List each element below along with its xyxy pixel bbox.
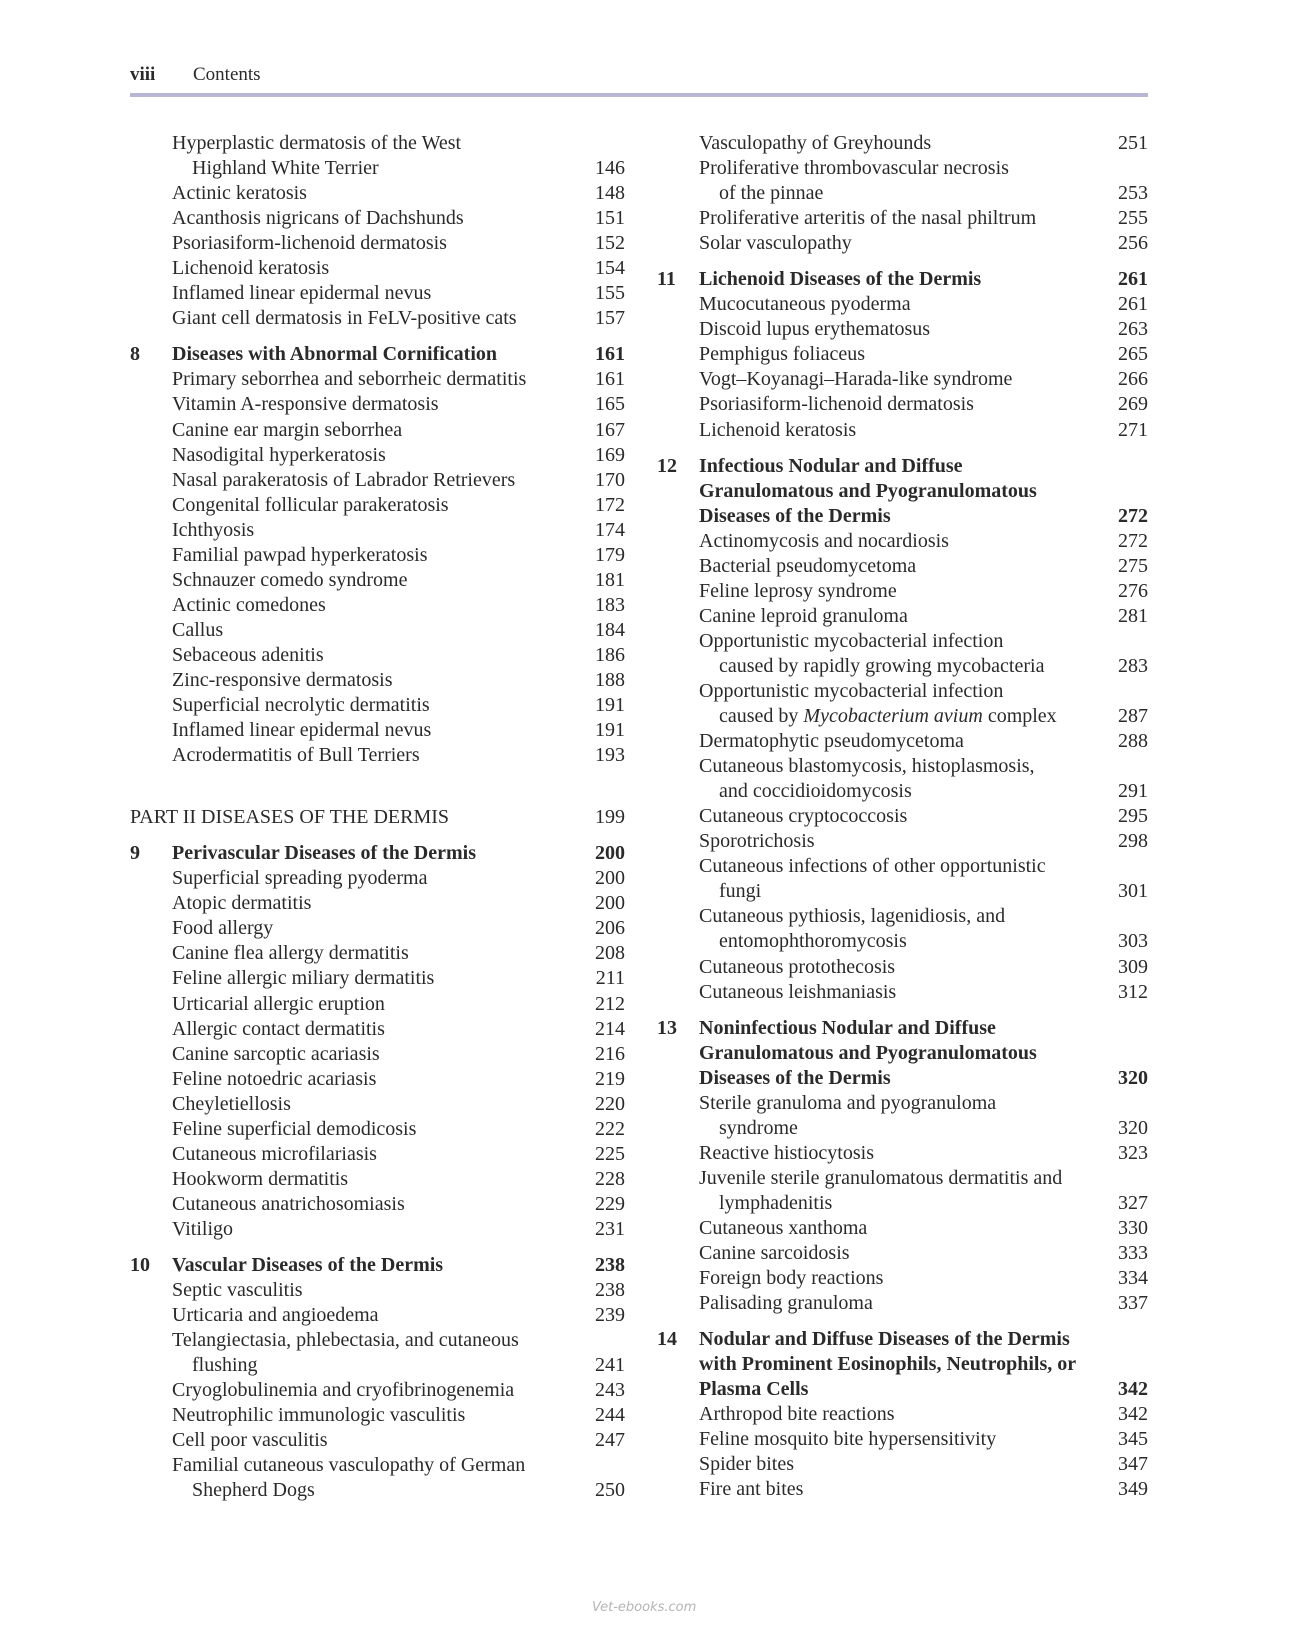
toc-entry <box>130 1167 625 1192</box>
entry-title-line: Canine sarcoptic acariasis <box>172 1042 380 1065</box>
entry-title-line: Granulomatous and Pyogranulomatous <box>699 1041 1037 1064</box>
entry-title-line: Superficial spreading pyoderma <box>172 867 428 890</box>
toc-entry <box>657 1452 1148 1477</box>
toc-chapter <box>130 342 625 367</box>
entry-title-line: Noninfectious Nodular and Diffuse <box>699 1016 996 1039</box>
entry-title-line: Schnauzer comedo syndrome <box>172 568 408 591</box>
page-ref: 283 <box>1118 654 1148 677</box>
toc-entry <box>130 1328 625 1378</box>
species-name: Mycobacterium avium <box>803 705 983 728</box>
page-ref: 231 <box>595 1217 625 1240</box>
entry-title-line: Juvenile sterile granulomatous dermatitis and <box>699 1166 1063 1189</box>
entry-title-line: Proliferative thrombovascular necrosis <box>699 157 1009 180</box>
entry-title-line: Vascular Diseases of the Dermis <box>172 1253 444 1276</box>
page-ref: 327 <box>1118 1191 1148 1214</box>
entry-title-line: Neutrophilic immunologic vasculitis <box>172 1404 466 1427</box>
entry-title-line: Vitiligo <box>172 1217 234 1240</box>
page-ref: 165 <box>595 393 625 416</box>
toc-entry <box>657 131 1148 156</box>
entry-title-line: Atopic dermatitis <box>172 892 312 915</box>
entry-title-line: and coccidioidomycosis <box>719 780 912 803</box>
page-ref: 337 <box>1118 1292 1148 1315</box>
entry-title-line: flushing <box>192 1354 258 1377</box>
page-ref: 301 <box>1118 880 1148 903</box>
entry-title-line: with Prominent Eosinophils, Neutrophils, or <box>699 1353 1077 1376</box>
page-ref: 155 <box>595 282 625 305</box>
toc-entry <box>657 392 1148 417</box>
chapter-number: 9 <box>130 842 140 865</box>
entry-title-line: Bacterial pseudomycetoma <box>699 554 917 577</box>
toc-column-left <box>130 131 625 1503</box>
page-ref: 179 <box>595 543 625 566</box>
page-ref: 238 <box>595 1279 625 1302</box>
toc-entry <box>657 955 1148 980</box>
toc-entry <box>657 1166 1148 1216</box>
page-ref: 161 <box>595 343 625 366</box>
toc-entry <box>130 418 625 443</box>
entry-title-line: Canine ear margin seborrhea <box>172 418 403 441</box>
entry-title-line: Vogt–Koyanagi–Harada-like syndrome <box>699 368 1013 391</box>
page-ref: 347 <box>1118 1453 1148 1476</box>
entry-title-line: Urticaria and angioedema <box>172 1304 379 1327</box>
entry-title-line: Primary seborrhea and seborrheic dermatitis <box>172 368 527 391</box>
page-ref: 312 <box>1118 980 1148 1003</box>
page-ref: 157 <box>595 307 625 330</box>
entry-title-line: Plasma Cells <box>699 1378 809 1401</box>
toc-entry <box>657 231 1148 256</box>
toc-entry <box>130 568 625 593</box>
chapter-number: 13 <box>657 1016 677 1039</box>
toc-entry <box>657 529 1148 554</box>
toc-entry <box>130 643 625 668</box>
page-ref: 320 <box>1118 1066 1148 1089</box>
toc-entry <box>130 306 625 331</box>
entry-title-line: caused by rapidly growing mycobacteria <box>719 654 1045 677</box>
page-ref: 199 <box>595 806 625 829</box>
page-ref: 256 <box>1118 232 1148 255</box>
entry-title-line: Nodular and Diffuse Diseases of the Dermis <box>699 1328 1070 1351</box>
entry-title-line: syndrome <box>719 1116 798 1139</box>
page-ref: 298 <box>1118 830 1148 853</box>
entry-title-line: Diseases of the Dermis <box>699 1066 891 1089</box>
entry-title-line: Superficial necrolytic dermatitis <box>172 694 430 717</box>
page-ref: 244 <box>595 1404 625 1427</box>
entry-title-line: Nasal parakeratosis of Labrador Retrievers <box>172 468 516 491</box>
toc-entry <box>657 1241 1148 1266</box>
entry-title-line: Sebaceous adenitis <box>172 643 324 666</box>
toc-entry <box>130 593 625 618</box>
toc-entry <box>657 980 1148 1005</box>
toc-chapter <box>130 841 625 866</box>
toc-part-heading <box>130 805 625 830</box>
toc-entry <box>130 992 625 1017</box>
header-rule <box>130 93 1148 97</box>
toc-entry <box>657 1477 1148 1502</box>
entry-title-line: Cutaneous blastomycosis, histoplasmosis, <box>699 755 1035 778</box>
page-ref: 253 <box>1118 182 1148 205</box>
entry-title-line: Feline notoedric acariasis <box>172 1067 377 1090</box>
chapter-number: 8 <box>130 343 140 366</box>
page-ref: 247 <box>595 1429 625 1452</box>
toc-entry <box>130 1017 625 1042</box>
toc-entry <box>657 579 1148 604</box>
toc-entry <box>657 729 1148 754</box>
entry-title-line: Food allergy <box>172 917 274 940</box>
entry-title-line: Granulomatous and Pyogranulomatous <box>699 479 1037 502</box>
page-ref: 345 <box>1118 1428 1148 1451</box>
toc-entry <box>130 493 625 518</box>
page-ref: 349 <box>1118 1478 1148 1501</box>
entry-title-line: Acrodermatitis of Bull Terriers <box>172 744 420 767</box>
entry-title-line: Solar vasculopathy <box>699 232 852 255</box>
entry-title-line: Inflamed linear epidermal nevus <box>172 282 432 305</box>
toc-entry <box>657 904 1148 954</box>
entry-title-line: Feline superficial demodicosis <box>172 1117 417 1140</box>
toc-entry <box>130 1217 625 1242</box>
toc-entry <box>130 891 625 916</box>
entry-title-line: Canine sarcoidosis <box>699 1242 850 1265</box>
entry-title-line: Actinic keratosis <box>172 182 307 205</box>
page-ref: 167 <box>595 418 625 441</box>
entry-title-line: Familial pawpad hyperkeratosis <box>172 543 428 566</box>
entry-title-line: Fire ant bites <box>699 1478 804 1501</box>
toc-entry <box>657 1216 1148 1241</box>
entry-title-line: Palisading granuloma <box>699 1292 873 1315</box>
toc-entry <box>657 804 1148 829</box>
toc-entry <box>130 206 625 231</box>
toc-entry <box>130 866 625 891</box>
toc-entry <box>130 743 625 768</box>
page-ref: 151 <box>595 207 625 230</box>
entry-title-line: Feline leprosy syndrome <box>699 579 897 602</box>
toc-chapter <box>657 454 1148 529</box>
entry-title-line: Lichenoid keratosis <box>699 418 857 441</box>
page-ref: 191 <box>595 719 625 742</box>
page-ref: 295 <box>1118 805 1148 828</box>
toc-entry <box>130 1142 625 1167</box>
toc-entry <box>130 941 625 966</box>
page-ref: 228 <box>595 1167 625 1190</box>
running-head <box>130 64 261 86</box>
page-ref: 272 <box>1118 504 1148 527</box>
toc-entry <box>130 1403 625 1428</box>
entry-title-line: Urticarial allergic eruption <box>172 992 385 1015</box>
entry-title-line: Inflamed linear epidermal nevus <box>172 719 432 742</box>
entry-title-line: Cutaneous infections of other opportunistic <box>699 855 1046 878</box>
toc-entry <box>130 468 625 493</box>
entry-title-line: Actinic comedones <box>172 593 326 616</box>
entry-title-line: Shepherd Dogs <box>192 1479 315 1502</box>
toc-entry <box>657 554 1148 579</box>
page-ref: 271 <box>1118 418 1148 441</box>
page-ref: 243 <box>595 1379 625 1402</box>
page-ref: 239 <box>595 1304 625 1327</box>
entry-title-line: Mucocutaneous pyoderma <box>699 293 911 316</box>
toc-entry <box>130 1378 625 1403</box>
chapter-number: 10 <box>130 1253 150 1276</box>
entry-title-line: Ichthyosis <box>172 518 255 541</box>
page-ref: 212 <box>595 992 625 1015</box>
page-ref: 334 <box>1118 1267 1148 1290</box>
toc-entry <box>657 629 1148 679</box>
entry-title-line: caused by Mycobacterium avium complex <box>719 705 1057 728</box>
page-ref: 152 <box>595 232 625 255</box>
page-ref: 200 <box>595 867 625 890</box>
toc-entry <box>130 1453 625 1503</box>
toc-entry <box>130 1192 625 1217</box>
toc-entry <box>657 1427 1148 1452</box>
chapter-number: 12 <box>657 454 677 477</box>
entry-title-line: Pemphigus foliaceus <box>699 343 866 366</box>
entry-title-line: Proliferative arteritis of the nasal philtrum <box>699 207 1037 230</box>
page-ref: 208 <box>595 942 625 965</box>
toc-entry <box>130 392 625 417</box>
entry-title-line: Acanthosis nigricans of Dachshunds <box>172 207 464 230</box>
entry-title-line: Feline allergic miliary dermatitis <box>172 967 435 990</box>
toc-entry <box>130 916 625 941</box>
page-ref: 276 <box>1118 579 1148 602</box>
page-ref: 323 <box>1118 1141 1148 1164</box>
page-ref: 269 <box>1118 393 1148 416</box>
toc-entry <box>130 281 625 306</box>
page-ref: 186 <box>595 643 625 666</box>
page-ref: 272 <box>1118 529 1148 552</box>
toc-chapter <box>657 1016 1148 1091</box>
page-ref: 148 <box>595 182 625 205</box>
page-ref: 216 <box>595 1042 625 1065</box>
entry-title-line: Vasculopathy of Greyhounds <box>699 132 932 154</box>
page-ref: 250 <box>595 1479 625 1502</box>
toc-entry <box>657 342 1148 367</box>
page-ref: 188 <box>595 668 625 691</box>
page-ref: 229 <box>595 1192 625 1215</box>
page-ref: 172 <box>595 493 625 516</box>
entry-title-line: Cutaneous protothecosis <box>699 955 896 978</box>
page-number: viii <box>130 64 156 85</box>
toc-entry <box>657 1091 1148 1141</box>
page-ref: 211 <box>595 967 625 990</box>
toc-entry <box>130 1278 625 1303</box>
entry-title-line: Telangiectasia, phlebectasia, and cutaneous <box>172 1329 519 1352</box>
entry-title-line: Sporotrichosis <box>699 830 815 853</box>
page-ref: 281 <box>1118 604 1148 627</box>
toc-entry <box>130 256 625 281</box>
page-ref: 146 <box>595 157 625 180</box>
entry-title-line: Lichenoid keratosis <box>172 257 330 280</box>
toc-entry <box>130 181 625 206</box>
toc-entry <box>657 679 1148 729</box>
entry-title-line: Cutaneous leishmaniasis <box>699 980 897 1003</box>
entry-title-line: PART II DISEASES OF THE DERMIS <box>130 806 450 829</box>
page-ref: 261 <box>1118 268 1148 291</box>
toc-entry <box>657 829 1148 854</box>
entry-title-line: Cryoglobulinemia and cryofibrinogenemia <box>172 1379 515 1402</box>
entry-title-line: Canine flea allergy dermatitis <box>172 942 409 965</box>
page-ref: 255 <box>1118 207 1148 230</box>
page-ref: 330 <box>1118 1216 1148 1239</box>
page-ref: 200 <box>595 842 625 865</box>
page-ref: 183 <box>595 593 625 616</box>
page-ref: 184 <box>595 618 625 641</box>
page-ref: 309 <box>1118 955 1148 978</box>
toc-column-right <box>657 131 1148 1502</box>
toc-entry <box>130 367 625 392</box>
page-ref: 193 <box>595 744 625 767</box>
entry-title-line: Hyperplastic dermatosis of the West <box>172 132 462 154</box>
page-ref: 333 <box>1118 1242 1148 1265</box>
toc-entry <box>657 292 1148 317</box>
toc-entry <box>130 1042 625 1067</box>
entry-title-line: Familial cutaneous vasculopathy of German <box>172 1454 526 1477</box>
entry-title-line: lymphadenitis <box>719 1191 833 1214</box>
entry-title-line: Allergic contact dermatitis <box>172 1017 385 1040</box>
entry-title-line: Opportunistic mycobacterial infection <box>699 629 1004 652</box>
page-ref: 275 <box>1118 554 1148 577</box>
entry-title-line: Highland White Terrier <box>192 157 379 180</box>
toc-entry <box>657 754 1148 804</box>
page-ref: 238 <box>595 1253 625 1276</box>
entry-title-line: Foreign body reactions <box>699 1267 884 1290</box>
toc-chapter <box>130 1253 625 1278</box>
entry-title-line: Discoid lupus erythematosus <box>699 318 931 341</box>
entry-title-line: Dermatophytic pseudomycetoma <box>699 730 964 753</box>
toc-entry <box>130 618 625 643</box>
entry-title-line: Cutaneous anatrichosomiasis <box>172 1192 405 1215</box>
entry-title-line: Cutaneous cryptococcosis <box>699 805 908 828</box>
entry-title-line: Lichenoid Diseases of the Dermis <box>699 268 982 291</box>
entry-title-line: of the pinnae <box>719 182 824 205</box>
toc-entry <box>130 518 625 543</box>
toc-entry <box>657 1266 1148 1291</box>
entry-title-line: Cutaneous pythiosis, lagenidiosis, and <box>699 905 1006 928</box>
entry-title-line: Septic vasculitis <box>172 1279 303 1302</box>
toc-entry <box>130 1303 625 1328</box>
running-title: Contents <box>193 64 261 85</box>
toc-chapter <box>657 1327 1148 1402</box>
entry-title-line: Canine leproid granuloma <box>699 604 908 627</box>
toc-entry <box>657 367 1148 392</box>
page-ref: 251 <box>1118 132 1148 154</box>
page-ref: 219 <box>595 1067 625 1090</box>
entry-title-line: Sterile granuloma and pyogranuloma <box>699 1091 997 1114</box>
page-ref: 342 <box>1118 1378 1148 1401</box>
toc-entry <box>657 854 1148 904</box>
entry-title-line: Giant cell dermatosis in FeLV-positive cats <box>172 307 517 330</box>
toc-entry <box>657 1141 1148 1166</box>
toc-entry <box>130 1067 625 1092</box>
page-ref: 206 <box>595 917 625 940</box>
page-ref: 169 <box>595 443 625 466</box>
entry-title-line: Zinc-responsive dermatosis <box>172 668 393 691</box>
page-ref: 191 <box>595 694 625 717</box>
watermark: Vet-ebooks.com <box>592 1600 697 1615</box>
entry-title-line: Cutaneous xanthoma <box>699 1216 868 1239</box>
toc-entry <box>657 1402 1148 1427</box>
page-ref: 241 <box>595 1354 625 1377</box>
toc-entry <box>657 418 1148 443</box>
page-ref: 320 <box>1118 1116 1148 1139</box>
page-ref: 303 <box>1118 930 1148 953</box>
toc-entry <box>130 1117 625 1142</box>
entry-title-line: Callus <box>172 618 224 641</box>
toc-entry <box>130 543 625 568</box>
entry-title-line: Nasodigital hyperkeratosis <box>172 443 386 466</box>
entry-title-line: Spider bites <box>699 1453 794 1476</box>
entry-title-line: Arthropod bite reactions <box>699 1403 895 1426</box>
toc-entry <box>130 1428 625 1453</box>
page-ref: 266 <box>1118 368 1148 391</box>
page-ref: 174 <box>595 518 625 541</box>
toc-entry <box>130 131 625 181</box>
toc-entry <box>130 231 625 256</box>
toc-entry <box>657 1291 1148 1316</box>
page-ref: 154 <box>595 257 625 280</box>
entry-title-line: Actinomycosis and nocardiosis <box>699 529 949 552</box>
page-ref: 225 <box>595 1142 625 1165</box>
entry-title-line: Reactive histiocytosis <box>699 1141 874 1164</box>
toc-entry <box>130 443 625 468</box>
page-ref: 288 <box>1118 730 1148 753</box>
entry-title-line: entomophthoromycosis <box>719 930 907 953</box>
entry-title-line: Infectious Nodular and Diffuse <box>699 454 963 477</box>
toc-entry <box>130 1092 625 1117</box>
entry-title-line: Psoriasiform-lichenoid dermatosis <box>172 232 447 255</box>
entry-title-line: Perivascular Diseases of the Dermis <box>172 842 477 865</box>
entry-title-line: Psoriasiform-lichenoid dermatosis <box>699 393 974 416</box>
page-ref: 265 <box>1118 343 1148 366</box>
page-ref: 170 <box>595 468 625 491</box>
entry-title-line: Congenital follicular parakeratosis <box>172 493 449 516</box>
toc-entry <box>130 718 625 743</box>
toc-chapter <box>657 267 1148 292</box>
toc-entry <box>657 604 1148 629</box>
chapter-number: 14 <box>657 1328 677 1351</box>
page-ref: 222 <box>595 1117 625 1140</box>
toc-entry <box>130 668 625 693</box>
toc-entry <box>130 693 625 718</box>
entry-title-line: Hookworm dermatitis <box>172 1167 349 1190</box>
entry-title-line: fungi <box>719 880 762 903</box>
toc-entry <box>130 966 625 991</box>
toc-entry <box>657 206 1148 231</box>
entry-title-line: Diseases with Abnormal Cornification <box>172 343 497 366</box>
page-ref: 214 <box>595 1017 625 1040</box>
page-ref: 287 <box>1118 705 1148 728</box>
page-ref: 161 <box>595 368 625 391</box>
entry-title-line: Cell poor vasculitis <box>172 1429 328 1452</box>
page-ref: 200 <box>595 892 625 915</box>
chapter-number: 11 <box>657 268 676 291</box>
entry-title-line: Cutaneous microfilariasis <box>172 1142 377 1165</box>
page-ref: 261 <box>1118 293 1148 316</box>
entry-title-line: Diseases of the Dermis <box>699 504 891 527</box>
entry-title-line: Vitamin A-responsive dermatosis <box>172 393 439 416</box>
page-ref: 220 <box>595 1092 625 1115</box>
entry-title-line: Cheyletiellosis <box>172 1092 291 1115</box>
page-ref: 181 <box>595 568 625 591</box>
page-ref: 263 <box>1118 318 1148 341</box>
toc-entry <box>657 317 1148 342</box>
page-ref: 342 <box>1118 1403 1148 1426</box>
toc-entry <box>657 156 1148 206</box>
entry-title-line: Opportunistic mycobacterial infection <box>699 679 1004 702</box>
entry-title-line: Feline mosquito bite hypersensitivity <box>699 1428 997 1451</box>
page-ref: 291 <box>1118 780 1148 803</box>
